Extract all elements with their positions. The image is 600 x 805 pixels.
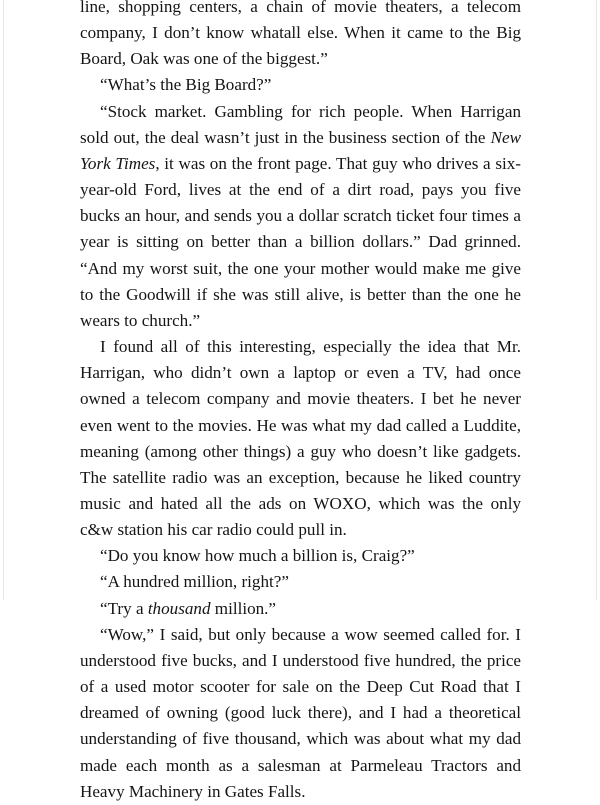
italic-title: New York Times	[80, 127, 521, 173]
page-edge-right	[596, 0, 597, 600]
paragraph: “What’s the Big Board?”	[100, 75, 272, 95]
paragraph: line, shopping centers, a chain of movie theaters, a telecom company, I don’t know whatall else. When it came to the Big Board, Oak was one of the biggest.”	[80, 0, 521, 69]
paragraph	[80, 99, 521, 334]
paragraph: “Wow,” I said, but only because a wow seemed called for. I understood five bucks, and I understood five hundred, the price of a used motor scooter for sale on the Deep Cut Road that I dreamed of owning (good luck there), and I had a theoretical understanding of five thousand, which was about what my dad made each month as a salesman at Parmeleau Tractors and Heavy Machinery in Gates Falls.	[80, 624, 521, 801]
page-text-column	[80, 0, 521, 805]
paragraph-text-run: “Stock market. Gambling for rich people. When Harrigan sold out, the deal wasn’t just in the business section of the	[80, 101, 521, 147]
paragraph-text-run: , it was on the front page. That guy who drives a six-year-old Ford, lives at the end of a dirt road, pays you five bucks an hour, and sends you a dollar scratch ticket four times a year is sitting on better than a billion dollars.” Dad grinned. “And my worst suit, the one your mother would make me give to the Goodwill if she was still alive, is better than the one he wears to church.”	[80, 153, 521, 330]
paragraph-text-run: “Try a	[100, 598, 148, 618]
paragraph	[80, 596, 521, 622]
paragraph: “A hundred million, right?”	[100, 572, 289, 592]
page-edge-left	[3, 0, 4, 600]
paragraph: “Do you know how much a billion is, Craig?”	[100, 546, 415, 566]
paragraph-text-run: million.”	[210, 598, 277, 618]
paragraph: I found all of this interesting, especially the idea that Mr. Harrigan, who didn’t own a laptop or even a TV, had once owned a telecom company and movie theaters. I bet he never even went to the movies. He was what my dad called a Luddite, meaning (among other things) a guy who doesn’t like gadgets. The satellite radio was an exception, because he liked country music and hated all the ads on WOXO, which was the only c&w station his car radio could pull in.	[80, 337, 521, 540]
italic-emphasis: thousand	[147, 598, 211, 618]
